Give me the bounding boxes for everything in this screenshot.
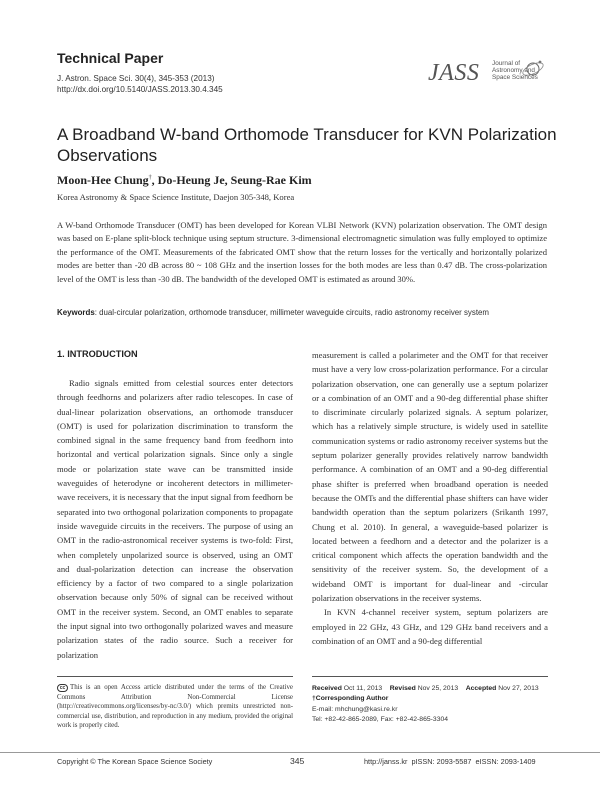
footer-copyright: Copyright © The Korean Space Science Society xyxy=(57,757,213,766)
journal-logo xyxy=(428,56,548,96)
creative-commons-icon: cc xyxy=(57,684,68,692)
keywords-label: Keywords xyxy=(57,308,95,317)
footer-divider xyxy=(0,752,600,753)
paragraph: In KVN 4-channel receiver system, septum polarizers are employed in 22 GHz, 43 GHz, and 129 GHz band receivers and a combination of an OMT and a 90-deg differential xyxy=(312,607,548,646)
abstract: A W-band Orthomode Transducer (OMT) has been developed for Korean VLBI Network (KVN) polarization observation. The OMT design was based on E-plane split-block technique using septum structure. 3-dimensional electromagnetic simulation was fully employed to optimize the performance of the OMT. Measurements of the fabricated OMT show that the return losses for the vertically and horizontally polarized modes are better than -20 dB across 80 ~ 108 GHz and the insertion losses for the both modes are less than 0.47 dB. The cross-polarization level of the OMT is less than -30 dB. The bandwidth of the developed OMT is estimated as around 30%. xyxy=(57,220,547,284)
footer-issn: http://janss.kr pISSN: 2093-5587 eISSN: 2093-1409 xyxy=(364,757,536,766)
license-text: This is an open Access article distributed under the terms of the Creative Commons Attribution Non-Commercial License (http://creativecommons.org/licenses/by-nc/3.0/) which premits unrestricted non-commercial use, distribution, and reproduction in any medium, provided the original work is properly cited. xyxy=(57,684,293,730)
logo-subtitle-line: Space Sciences xyxy=(492,74,538,82)
author-list xyxy=(57,173,312,188)
body-column-left xyxy=(57,376,293,662)
body-column-right xyxy=(312,348,548,648)
corresponding-phone: Tel: +82-42-865-2089, Fax: +82-42-865-3304 xyxy=(312,716,449,724)
keywords-text: : dual-circular polarization, orthomode transducer, millimeter waveguide circuits, radio astronomy receiver system xyxy=(94,308,489,317)
footnote-divider xyxy=(312,676,548,677)
doi-link[interactable]: http://dx.doi.org/10.5140/JASS.2013.30.4.345 xyxy=(57,85,223,94)
author-names: , Do-Heung Je, Seung-Rae Kim xyxy=(151,173,312,187)
journal-citation: J. Astron. Space Sci. 30(4), 345-353 (2013) xyxy=(57,74,215,83)
paragraph: measurement is called a polarimeter and the OMT for that receiver must have a very low cross-polarization performance. For a circular polarization observation, one can generally use a septum polarizer or a combination of an OMT and a 90-deg differential phase shifter to discriminate circularly polarized signals. A septum polarizer, which has a relatively simple structure, is widely used in satellite communication systems or radio astronomy receiver systems but the septum polarizer generally provides relatively narrow bandwidth performance. A combination of an OMT and a 90-deg differential phase shifter is preferred when broadband operation is needed because the OMTs and the differential phase shifters can have wider bandwidth operation than the septum polarizers (Srikanth 1997, Chung et al. 2010). In general, a waveguide-based polarizer is located between a feedhorn and a detector and the polarizer is a critical component which affects the operation bandwidth and the sensitivity of the receiver system. So, the development of a wideband OMT is important for dual-linear and -circular polarization observations in the receiver systems. xyxy=(312,350,548,604)
logo-subtitle-line: Astronomy and xyxy=(492,67,535,75)
keywords xyxy=(57,308,552,317)
author-name: Moon-Hee Chung xyxy=(57,173,149,187)
revised-label: Revised xyxy=(389,685,416,692)
corresponding-mark: † xyxy=(148,175,152,181)
footnote-divider xyxy=(57,676,293,677)
affiliation: Korea Astronomy & Space Science Institute, Daejon 305-348, Korea xyxy=(57,192,295,202)
logo-wordmark: JASS xyxy=(428,60,480,86)
corresponding-email[interactable]: E-mail: mhchung@kasi.re.kr xyxy=(312,705,398,713)
paper-title: A Broadband W-band Orthomode Transducer for KVN Polarization Observations xyxy=(57,125,557,165)
accepted-label: Accepted xyxy=(465,685,497,692)
paragraph: Radio signals emitted from celestial sources enter detectors through feedhorns and polarizers after radio telescopes. In case of dual-linear polarization observations, an orthomode transducer (OMT) is used for polarization discrimination to transform the combined signal in the same frequency band from feedhorn into horizontal and vertical polarization signals. Since only a single mode or polarization state wave can be transmitted inside waveguides of heterodyne or incoherent detectors in millimeter-wave receivers, it is necessary that the input signal from feedhorn be separated into two orthogonal polarization components to propagate inside waveguide circuits in the receivers. The purpose of using an OMT in the radio-astronomical receiver systems is two-fold: First, when completely unpolarized source is observed, using an OMT and dual-polarization detection can increase the observation efficiency by a factor of two compared to a single polarization observation because only 50% of signal can be received without OMT in the receiver system. Second, an OMT enables to separate the input signal into two orthogonally polarized waves and measure polarization states of the radio source. Such a receiver for polarization xyxy=(57,378,293,660)
logo-subtitle-line: Journal of xyxy=(492,60,521,67)
revised-date: Nov 25, 2013 xyxy=(417,685,459,692)
corresponding-author-label: †Corresponding Author xyxy=(312,695,389,703)
logo-orbit-icon xyxy=(520,56,546,82)
article-type: Technical Paper xyxy=(57,50,164,66)
license-note xyxy=(57,683,293,731)
journal-meta xyxy=(57,73,223,95)
date-line xyxy=(312,684,552,694)
accepted-date: Nov 27, 2013 xyxy=(498,685,539,692)
page-number: 345 xyxy=(290,756,305,766)
section-heading: 1. INTRODUCTION xyxy=(57,349,138,359)
received-date: Oct 11, 2013 xyxy=(343,685,383,692)
article-history xyxy=(312,684,552,726)
received-label: Received xyxy=(312,685,342,692)
